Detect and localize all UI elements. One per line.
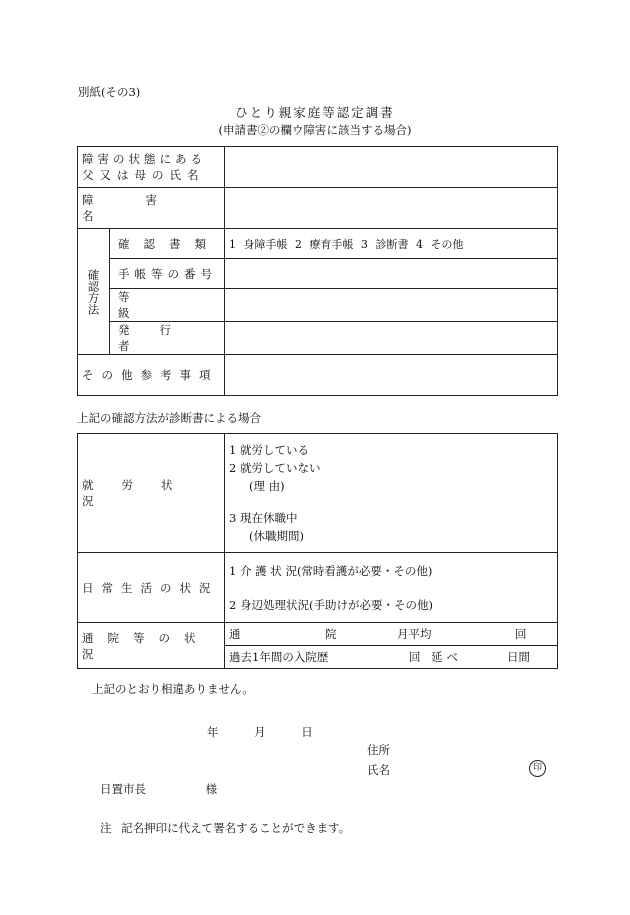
parent-name-label-1: 障害の状態にある: [82, 152, 206, 166]
issuer-field[interactable]: [225, 322, 558, 355]
section2-heading: 上記の確認方法が診断書による場合: [77, 411, 261, 425]
method-group-label-text: 確認方法: [86, 268, 101, 315]
document-header: 別紙(その3): [78, 85, 141, 99]
total-label: 延べ: [431, 650, 462, 664]
certification-table: [77, 146, 558, 396]
issuer-label: 発行者: [110, 322, 225, 355]
monthly-average-label: 月平均: [397, 627, 432, 641]
care-status-line: 1 介 護 状 況(常時看護が必要・その他): [229, 563, 433, 578]
mayor-line: 日置市長 様: [100, 782, 218, 796]
employment-status-cell[interactable]: [225, 434, 558, 553]
other-notes-label: その他参考事項: [78, 355, 225, 396]
disability-name-field[interactable]: [225, 188, 558, 229]
days-unit: 日間: [507, 650, 530, 664]
hospital-visit-label: 通院等の状況: [78, 623, 225, 669]
monthly-visits-row: [225, 623, 557, 646]
document-subtitle: (申請書②の欄ウ障害に該当する場合): [218, 123, 412, 137]
grade-field[interactable]: [225, 289, 558, 322]
employment-spacer: [229, 495, 553, 509]
seal-mark: 印: [529, 760, 546, 777]
employment-line-3: 3 現在休職中: [229, 511, 298, 525]
address-label: 住所: [367, 743, 390, 757]
booklet-number-label: 手帳等の番号: [110, 259, 225, 289]
times-unit: 回: [515, 627, 527, 641]
grade-label: 等級: [110, 289, 225, 322]
visit-label-b: 院: [325, 627, 337, 641]
employment-reason: (理 由): [249, 479, 285, 493]
past-year-hospitalization-label: 過去1年間の入院歴: [229, 650, 329, 664]
employment-line-2: 2 就労していない: [229, 461, 321, 475]
confirmation-text: 上記のとおり相違ありません。: [92, 682, 254, 696]
footnote: 注 記名押印に代えて署名することができます。: [100, 821, 351, 835]
document-title: ひとり親家庭等認定調書: [235, 105, 395, 120]
other-notes-field[interactable]: [225, 355, 558, 396]
employment-label: 就労状況: [78, 434, 225, 553]
booklet-number-field[interactable]: [225, 259, 558, 289]
self-care-line: 2 身辺処理状況(手助けが必要・その他): [229, 597, 433, 612]
method-docs-label: 確認書類: [110, 229, 225, 259]
name-label: 氏名: [367, 763, 390, 777]
diagnosis-table: [77, 433, 558, 669]
leave-period: (休職期間): [249, 529, 304, 543]
method-group-label: [78, 229, 110, 355]
date-line: 年 月 日: [207, 725, 313, 739]
disability-name-label-text: 障害名: [82, 193, 209, 223]
daily-life-label: 日常生活の状況: [78, 553, 225, 623]
hospital-visit-cell[interactable]: [225, 623, 558, 669]
parent-name-field[interactable]: [225, 147, 558, 188]
disability-name-label: [78, 188, 225, 229]
times-unit-2: 回: [409, 650, 421, 664]
method-docs-options[interactable]: 1 身障手帳 2 療育手帳 3 診断書 4 その他: [225, 229, 558, 259]
daily-life-cell[interactable]: [225, 553, 558, 623]
hospitalization-row: [225, 646, 557, 668]
parent-name-label: [78, 147, 225, 188]
visit-label-a: 通: [229, 627, 241, 641]
parent-name-label-2: 父又は母の氏名: [82, 168, 205, 182]
employment-line-1: 1 就労している: [229, 443, 309, 457]
